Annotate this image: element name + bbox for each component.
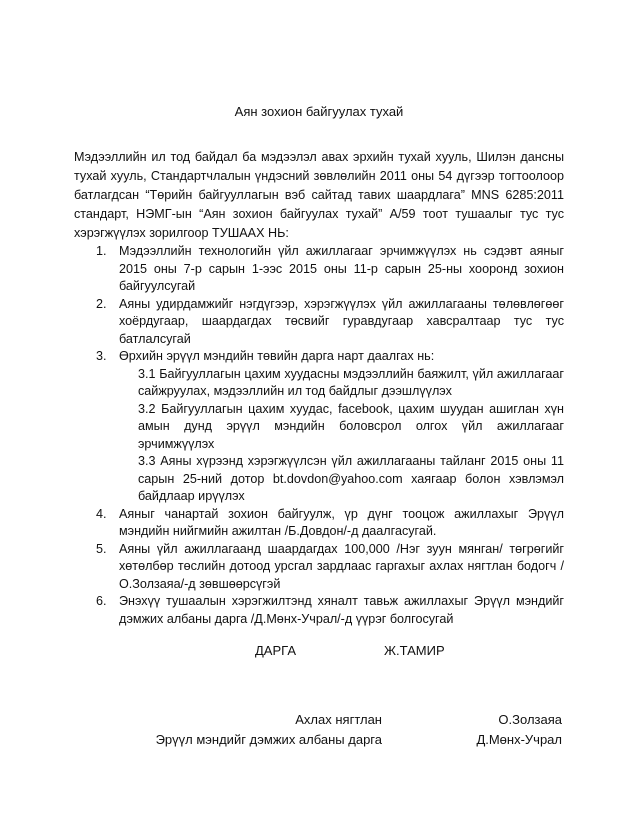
list-item-number: 6. <box>96 594 107 608</box>
list-item <box>74 243 564 296</box>
list-item <box>74 506 564 541</box>
sub-item-text: Аяны хүрээнд хэрэгжүүлсэн үйл ажиллагааны тайланг 2015 оны 11 сарын 25-ний дотор bt.dovdon@yahoo.com хаягаар болон хэвлэмэл байдлаар ирүүлэх <box>138 454 564 503</box>
intro-paragraph: Мэдээллийн ил тод байдал ба мэдээлэл авах эрхийн тухай хууль, Шилэн дансны тухай хууль, Стандартчлалын үндэсний зөвлөлийн 2011 оны 54 дүгээр тогтоолоор батлагдсан “Төрийн байгууллагын вэб сайтад тавих шаардлага” MNS 6285:2011 стандарт, НЭМГ-ын “Аян зохион байгуулах тухай” А/59 тоот тушаалыг тус тус хэрэгжүүлэх зорилгоор ТУШААХ НЬ: <box>74 150 564 240</box>
list-item <box>74 296 564 349</box>
sub-list <box>74 366 564 506</box>
signatory-name: Ж.ТАМИР <box>384 643 445 658</box>
preparer-name: Д.Мөнх-Учрал <box>476 732 562 747</box>
list-item-text: Энэхүү тушаалын хэрэгжилтэнд хяналт тавьж ажиллахыг Эрүүл мэндийг дэмжих албаны дарга /Д.Мөнх-Учрал/-д үүрэг болгосугай <box>119 594 564 626</box>
list-item <box>74 593 564 628</box>
sub-item-text: Байгууллагын цахим хуудас, facebook, цахим шуудан ашиглан хүн амын дунд эрүүл мэндийн боловсрол олгох үйл ажиллагааг эрчимжүүлэх <box>138 401 565 451</box>
list-item-number: 3. <box>96 349 107 363</box>
list-item-text: Аяны удирдамжийг нэгдүгээр, хэрэгжүүлэх үйл ажиллагааны төлөвлөгөөг хоёрдугаар, шаардагдах төсвийг гуравдугаар хавсралтаар тус тус батлалсугай <box>119 296 564 346</box>
list-item-number: 5. <box>96 541 107 556</box>
list-item-number: 1. <box>96 244 107 258</box>
preparer-role: Эрүүл мэндийг дэмжих албаны дарга <box>155 732 382 747</box>
list-item-text: Аяныг чанартай зохион байгуулж, үр дүнг тооцож ажиллахыг Эрүүл мэндийн нийгмийн ажилтан /Б.Довдон/-д даалгасугай. <box>119 506 564 538</box>
list-item-number: 2. <box>96 296 107 311</box>
sub-item-text: Байгууллагын цахим хуудасны мэдээллийн баяжилт, үйл ажиллагааг сайжруулах, мэдээллийн ил тод байдлыг дээшлүүлэх <box>138 366 564 398</box>
sub-list-item <box>138 366 564 401</box>
list-item-text: Аяны үйл ажиллагаанд шаардагдах 100,000 /Нэг зуун мянган/ төгрөгийг хөтөлбөр төслийн дотоод урсгал зардлаас гаргахыг ахлах нягтлан бодогч /О.Золзаяа/-д зөвшөөрсүгэй <box>119 541 564 591</box>
list-item-text: Өрхийн эрүүл мэндийн төвийн дарга нарт даалгах нь: <box>119 349 435 363</box>
sub-list-item <box>138 401 564 454</box>
sub-item-number: 3.1 <box>138 366 156 381</box>
signatory-title: ДАРГА <box>255 643 296 658</box>
document-title: Аян зохион байгуулах тухай <box>234 104 404 119</box>
preparer-name: О.Золзаяа <box>498 712 562 727</box>
list-item-text: Мэдээллийн технологийн үйл ажиллагааг эрчимжүүлэх нь сэдэвт аяныг 2015 оны 7-р сарын 1-ээс 2015 оны 11-р сарын 25-ны хооронд зохион байгуулсугай <box>119 244 564 293</box>
list-item <box>74 541 564 594</box>
sub-list-item <box>138 453 564 506</box>
list-item <box>74 348 564 366</box>
order-list <box>74 243 564 628</box>
sub-item-number: 3.3 <box>138 454 156 468</box>
sub-item-number: 3.2 <box>138 401 156 416</box>
preparer-role: Ахлах нягтлан <box>295 712 382 727</box>
list-item-number: 4. <box>96 506 107 521</box>
